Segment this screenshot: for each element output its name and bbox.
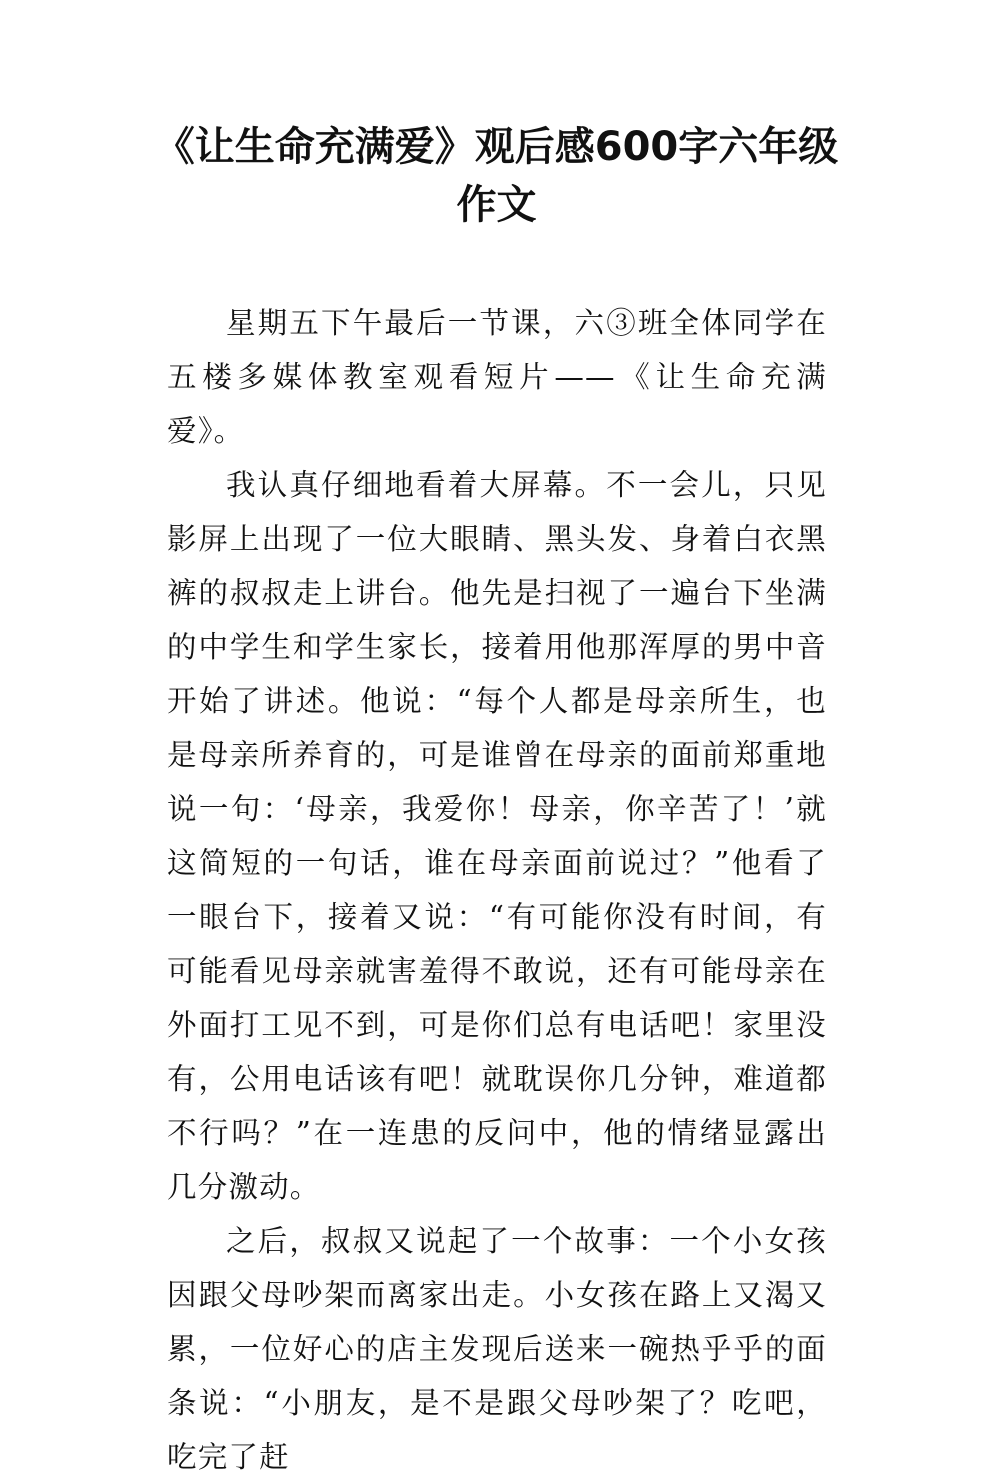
paragraph: 星期五下午最后一节课，六③班全体同学在五楼多媒体教室观看短片——《让生命充满爱》。 [167,306,827,448]
paragraph: 我认真仔细地看着大屏幕。不一会儿，只见影屏上出现了一位大眼睛、黑头发、身着白衣黑裤的叔叔走上讲台。他先是扫视了一遍台下坐满的中学生和学生家长，接着用他那浑厚的男中音开始了讲述。他说：“每个人都是母亲所生，也是母亲所养育的，可是谁曾在母亲的面前郑重地说一句：‘母亲，我爱你！母亲，你辛苦了！’就这简短的一句话，谁在母亲面前说过？”他看了一眼台下，接着又说：“有可能你没有时间，有可能看见母亲就害羞得不敢说，还有可能母亲在外面打工见不到，可是你们总有电话吧！家里没有，公用电话该有吧！就耽误你几分钟，难道都不行吗？”在一连患的反问中，他的情绪显露出几分激动。 [167,468,827,1204]
paragraph: 之后，叔叔又说起了一个故事：一个小女孩因跟父母吵架而离家出走。小女孩在路上又渴又累，一位好心的店主发现后送来一碗热乎乎的面条说：“小朋友，是不是跟父母吵架了？吃吧，吃完了赶 [167,1224,827,1474]
document-title: 《让生命充满爱》观后感600字六年级作文 [154,124,839,228]
document-body [167,296,827,1484]
